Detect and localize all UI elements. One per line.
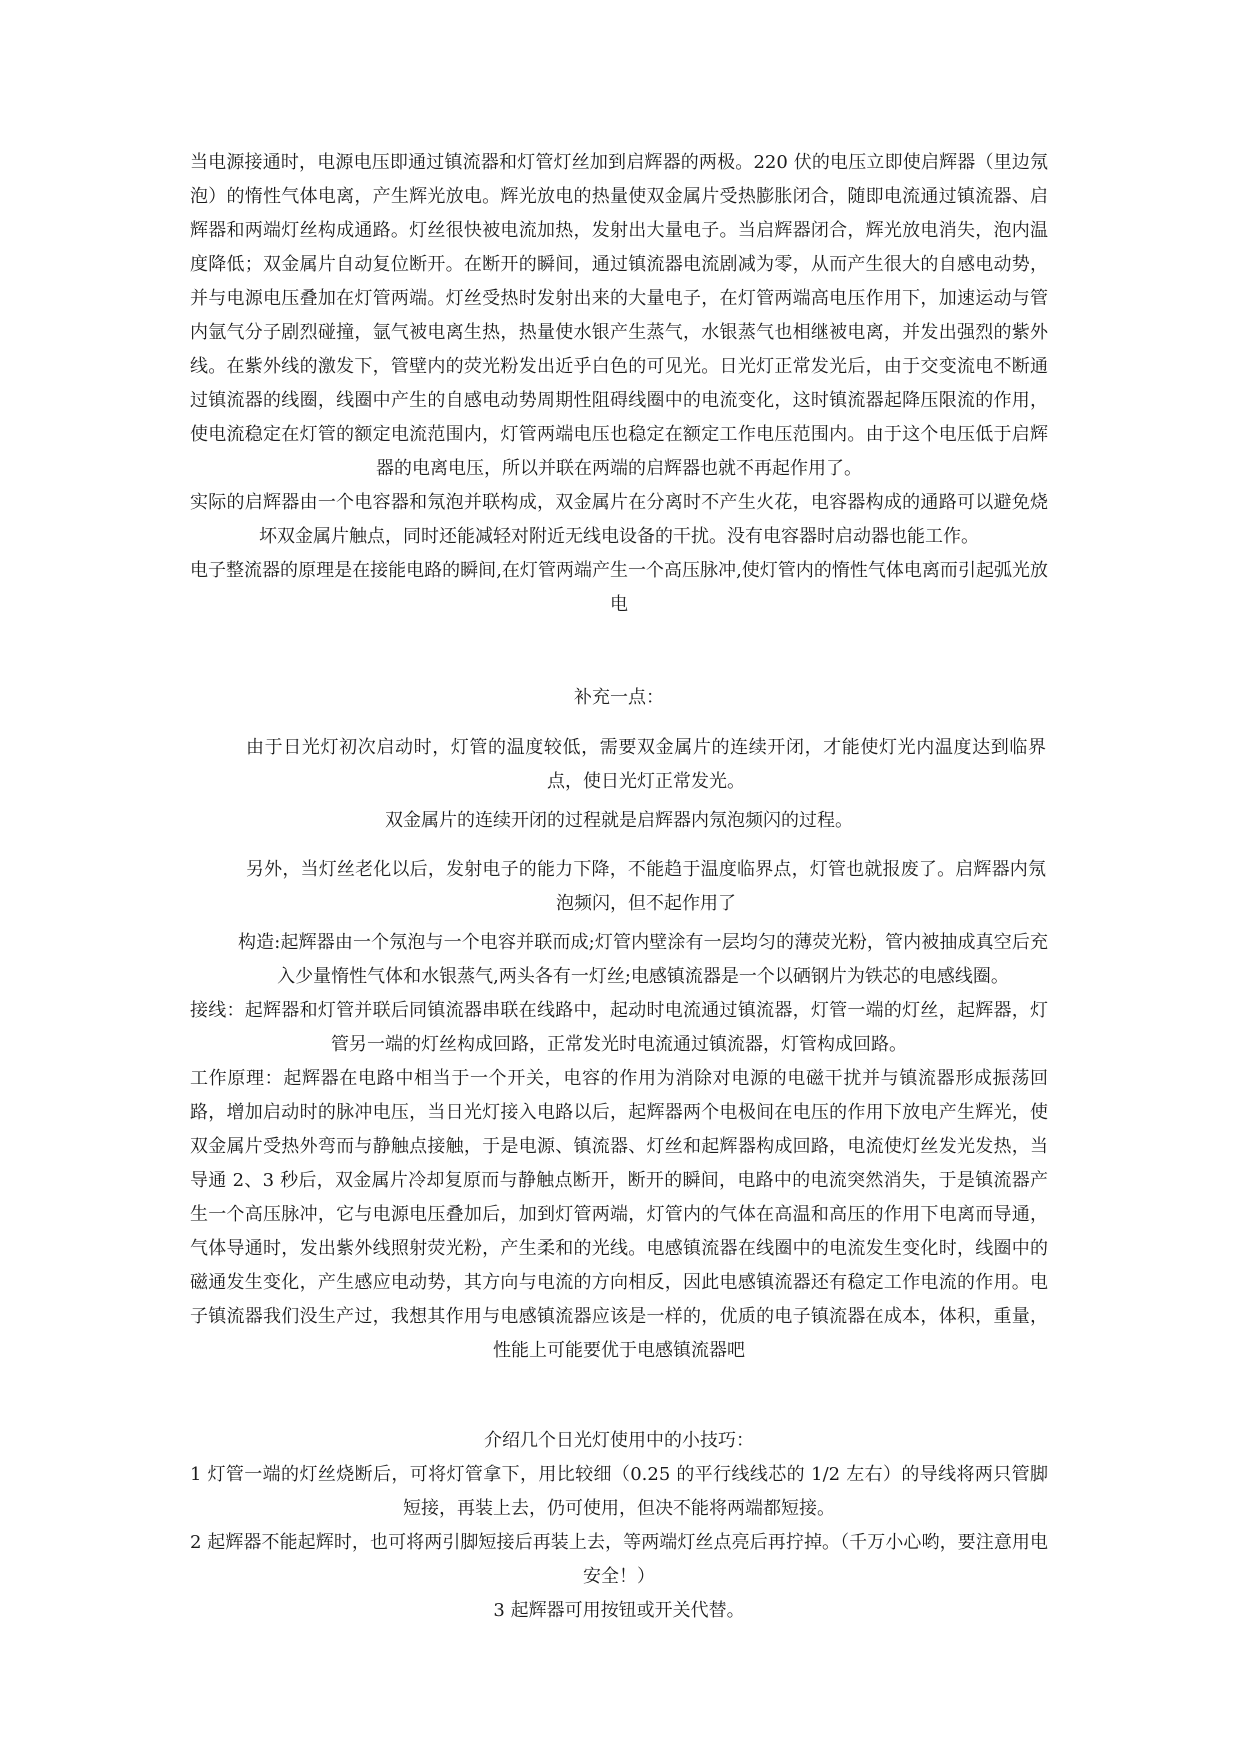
supplement-heading: 补充一点： [574, 687, 664, 708]
tip-item-3: 3 起辉器可用按钮或开关代替。 [493, 1600, 745, 1621]
paragraph-electronic-ballast: 电子整流器的原理是在接能电路的瞬间,在灯管两端产生一个高压脉冲,使灯管内的惰性气体电离而引起弧光放电 [190, 560, 1048, 615]
supplement-paragraph-3: 另外，当灯丝老化以后，发射电子的能力下降，不能趋于温度临界点，灯管也就报废了。启辉器内氖泡频闪，但不起作用了 [246, 859, 1046, 914]
supplement-paragraph-1: 由于日光灯初次启动时，灯管的温度较低，需要双金属片的连续开闭，才能使灯光内温度达到临界点，使日光灯正常发光。 [246, 737, 1046, 792]
paragraph-structure: 构造:起辉器由一个氖泡与一个电容并联而成;灯管内壁涂有一层均匀的薄荧光粉，管内被抽成真空后充入少量惰性气体和水银蒸气,两头各有一灯丝;电感镇流器是一个以硒钢片为铁芯的电感线圈。 [238, 932, 1048, 987]
tip-item-2: 2 起辉器不能起辉时，也可将两引脚短接后再装上去，等两端灯丝点亮后再拧掉。（千万小心哟，要注意用电安全！） [190, 1532, 1048, 1587]
tips-heading: 介绍几个日光灯使用中的小技巧： [484, 1430, 754, 1451]
supplement-paragraph-2: 双金属片的连续开闭的过程就是启辉器内氖泡频闪的过程。 [385, 810, 853, 831]
tip-item-1: 1 灯管一端的灯丝烧断后，可将灯管拿下，用比较细（0.25 的平行线线芯的 1/2 左右）的导线将两只管脚短接，再装上去，仍可使用，但决不能将两端都短接。 [190, 1464, 1048, 1519]
paragraph-principle: 当电源接通时，电源电压即通过镇流器和灯管灯丝加到启辉器的两极。220 伏的电压立即使启辉器（里边氖泡）的惰性气体电离，产生辉光放电。辉光放电的热量使双金属片受热膨胀闭合，随即电流通过镇流器、启辉器和两端灯丝构成通路。灯丝很快被电流加热，发射出大量电子。当启辉器闭合，辉光放电消失，泡内温度降低；双金属片自动复位断开。在断开的瞬间，通过镇流器电流剧减为零，从而产生很大的自感电动势，并与电源电压叠加在灯管两端。灯丝受热时发射出来的大量电子，在灯管两端高电压作用下，加速运动与管内氩气分子剧烈碰撞，氩气被电离生热，热量使水银产生蒸气，水银蒸气也相继被电离，并发出强烈的紫外线。在紫外线的激发下，管壁内的荧光粉发出近乎白色的可见光。日光灯正常发光后，由于交变流电不断通过镇流器的线圈，线圈中产生的自感电动势周期性阻碍线圈中的电流变化，这时镇流器起降压限流的作用，使电流稳定在灯管的额定电流范围内，灯管两端电压也稳定在额定工作电压范围内。由于这个电压低于启辉器的电离电压，所以并联在两端的启辉器也就不再起作用了。 [190, 152, 1048, 479]
paragraph-working-principle: 工作原理：起辉器在电路中相当于一个开关，电容的作用为消除对电源的电磁干扰并与镇流器形成振荡回路，增加启动时的脉冲电压，当日光灯接入电路以后，起辉器两个电极间在电压的作用下放电产生辉光，使双金属片受热外弯而与静触点接触，于是电源、镇流器、灯丝和起辉器构成回路，电流使灯丝发光发热，当导通 2、3 秒后，双金属片冷却复原而与静触点断开，断开的瞬间，电路中的电流突然消失，于是镇流器产生一个高压脉冲，它与电源电压叠加后，加到灯管两端，灯管内的气体在高温和高压的作用下电离而导通，气体导通时，发出紫外线照射荧光粉，产生柔和的光线。电感镇流器在线圈中的电流发生变化时，线圈中的磁通发生变化，产生感应电动势，其方向与电流的方向相反，因此电感镇流器还有稳定工作电流的作用。电子镇流器我们没生产过，我想其作用与电感镇流器应该是一样的，优质的电子镇流器在成本，体积，重量，性能上可能要优于电感镇流器吧 [190, 1068, 1048, 1361]
paragraph-starter-capacitor: 实际的启辉器由一个电容器和氖泡并联构成，双金属片在分离时不产生火花，电容器构成的通路可以避免烧坏双金属片触点，同时还能减轻对附近无线电设备的干扰。没有电容器时启动器也能工作。 [190, 492, 1048, 547]
paragraph-wiring: 接线：起辉器和灯管并联后同镇流器串联在线路中，起动时电流通过镇流器，灯管一端的灯丝，起辉器，灯管另一端的灯丝构成回路，正常发光时电流通过镇流器，灯管构成回路。 [190, 1000, 1048, 1055]
